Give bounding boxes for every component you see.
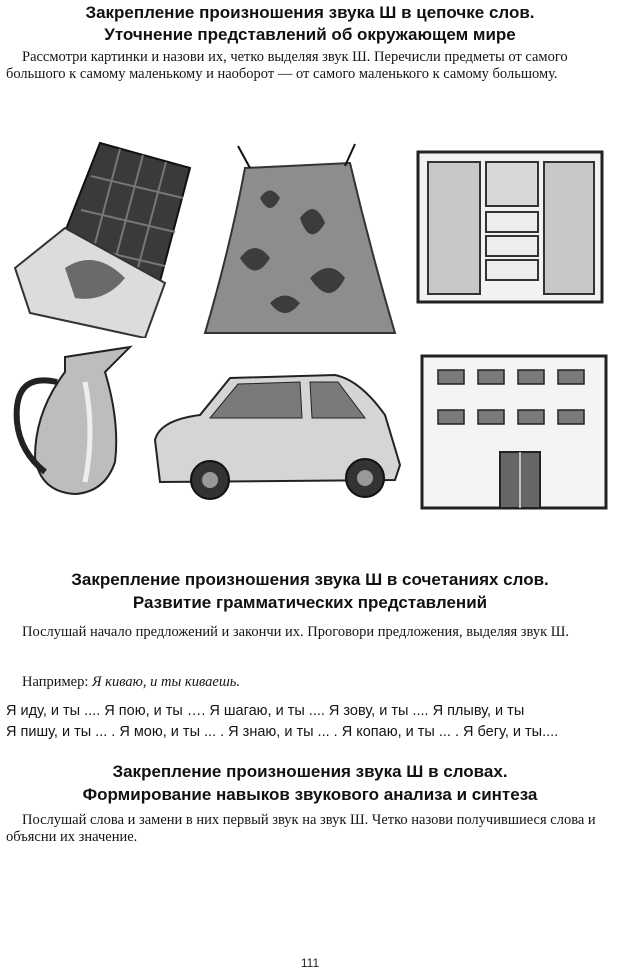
wardrobe-image — [414, 148, 606, 308]
chocolate-bar-image — [5, 138, 205, 338]
section2-title-line2: Развитие грамматических представлений — [132, 593, 488, 612]
jug-image — [5, 342, 145, 502]
section3-instruction: Послушай слова и замени в них первый звук на звук Ш. Четко назови получившиеся слова и объясни их значение. — [6, 812, 596, 845]
section3-title-line1: Закрепление произношения звука Ш в словах. — [112, 762, 508, 781]
section2-instruction: Послушай начало предложений и закончи их. Проговори предложения, выделяя звук Ш. — [22, 624, 570, 640]
haystack-image — [200, 138, 400, 338]
section2-exercise-line1: Я иду, и ты .... Я пою, и ты …. Я шагаю, и ты .... Я зову, и ты .... Я плыву, и ты — [6, 703, 525, 719]
car-image — [150, 370, 410, 505]
building-image — [418, 352, 612, 512]
section1-instruction: Рассмотри картинки и назови их, четко выделяя звук Ш. Перечисли предметы от самого большого к самому маленькому и наоборот — от самого маленького к самому большому. — [6, 49, 568, 82]
section2-example — [6, 674, 608, 691]
example-label: Например: — [22, 674, 89, 690]
page-number: 111 — [300, 956, 320, 970]
section1-title-line1: Закрепление произношения звука Ш в цепочке слов. — [85, 3, 535, 22]
section3-title-line2: Формирование навыков звукового анализа и синтеза — [82, 785, 538, 804]
section1-title-line2: Уточнение представлений об окружающем мире — [104, 25, 516, 44]
section2-exercise-line2: Я пишу, и ты ... . Я мою, и ты ... . Я знаю, и ты ... . Я копаю, и ты ... . Я бегу, и ты.... — [6, 724, 559, 740]
section2-title-line1: Закрепление произношения звука Ш в сочетаниях слов. — [71, 570, 549, 589]
example-text: Я киваю, и ты киваешь. — [92, 674, 240, 690]
